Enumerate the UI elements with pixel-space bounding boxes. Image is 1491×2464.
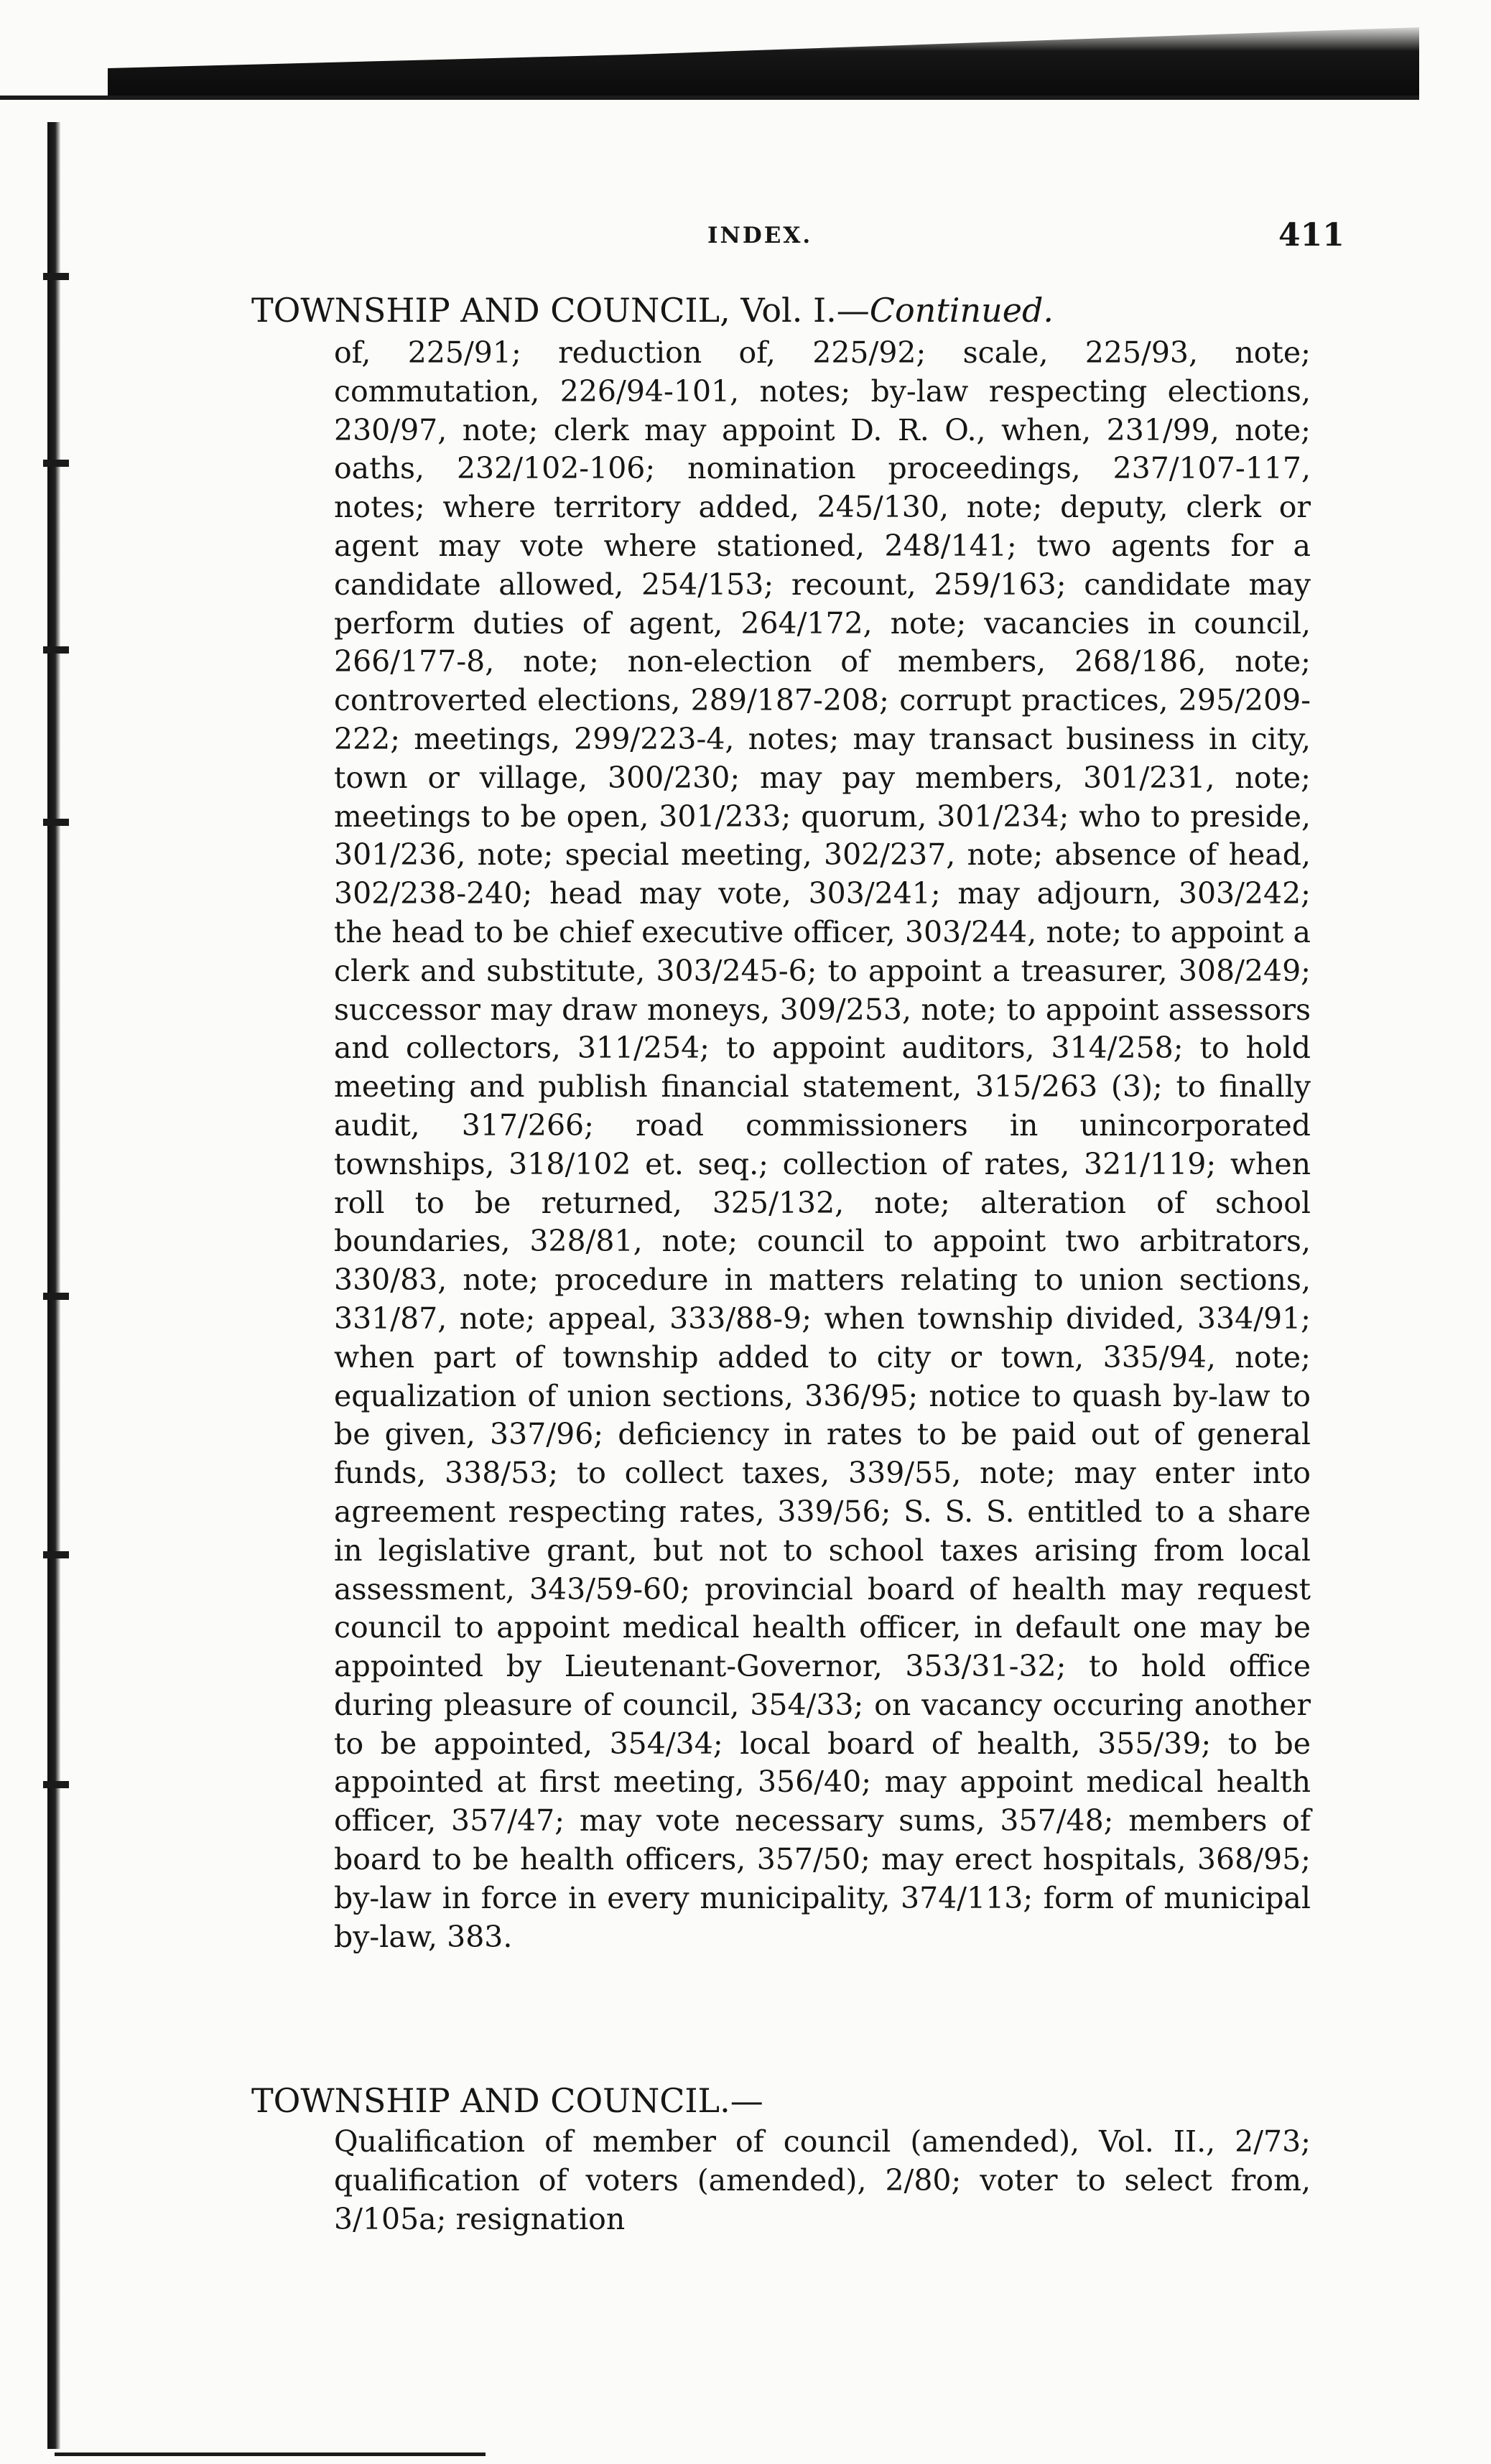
entry-text: of, 225/91; reduction of, 225/92; scale, 225/93, note; commutation, 226/94-101, notes; by-law respecting elections, 230/97, note; clerk may appoint D. R. O., when, 231/99, note; oaths, 232/102-106; nomination proceedings, 237/107-117, notes; where territory added, 245/130, note; deputy, clerk or agent may vote where stationed, 248/141; two agents for a candidate allowed, 254/153; recount, 259/163; candidate may perform duties of agent, 264/172, note; vacancies in council, 266/177-8, note; non-election of members, 268/186, note; controverted elections, 289/187-208; corrupt practices, 295/209-222; meetings, 299/223-4, notes; may transact business in city, town or village, 300/230; may pay members, 301/231, note; meetings to be open, 301/233; quorum, 301/234; who to preside, 301/236, note; special meeting, 302/237, note; absence of head, 302/238-240; head may vote, 303/241; may adjourn, 303/242; the head to be chief executive officer, 303/244, note; to appoint a clerk and substitute, 303/245-6; to appoint a treasurer, 308/249; successor may draw moneys, 309/253, note; to appoint assessors and collectors, 311/254; to appoint auditors, 314/258; to hold meeting and publish financial statement, 315/263 (3); to finally audit, 317/266; road commissioners in unincorporated townships, 318/102 et. seq.; collection of rates, 321/119; when roll to be returned, 325/132, note; alteration of school boundaries, 328/81, note; council to appoint two arbitrators, 330/83, note; procedure in matters relating to union sections, 331/87, note; appeal, 333/88-9; when township divided, 334/91; when part of township added to city or town, 335/94, note; equalization of union sections, 336/95; notice to quash by-law to be given, 337/96; deficiency in rates to be paid out of general funds, 338/53; to collect taxes, 339/55, note; may enter into agreement respecting rates, 339/56; S. S. S. entitled to a share in legislative grant, but not to school taxes arising from local assessment, 343/59-60; provincial board of health may request council to appoint medical health officer, in default one may be appointed by Lieutenant-Governor, 353/31-32; to hold office during pleasure of council, 354/33; on vacancy occuring another to be appointed, 354/34; local board of health, 355/39; to be appointed at first meeting, 356/40; may appoint medical health officer, 357/47; may vote necessary sums, 357/48; members of board to be health officers, 357/50; may erect hospitals, 368/95; by-law in force in every municipality, 374/113; form of municipal by-law, 383.: [334, 335, 1311, 1954]
page-number: 411: [1278, 217, 1344, 254]
entry-text: Qualification of member of council (amended), Vol. II., 2/73; qualification of voters (amended), 2/80; voter to select from, 3/105a; resignation: [334, 2124, 1311, 2236]
entry-heading-continued: Continued.: [869, 291, 1054, 330]
scan-shadow-band: [108, 27, 1419, 96]
top-rule: [0, 96, 1419, 100]
running-head: INDEX.: [707, 223, 813, 248]
entry-heading: [251, 2081, 763, 2120]
margin-marks: [43, 273, 72, 1853]
entry-heading-main: TOWNSHIP AND COUNCIL.—: [251, 2081, 763, 2120]
entry-heading-main: TOWNSHIP AND COUNCIL, Vol. I.—: [251, 291, 870, 330]
entry-heading: [251, 291, 1054, 330]
bottom-rule: [55, 2453, 486, 2456]
